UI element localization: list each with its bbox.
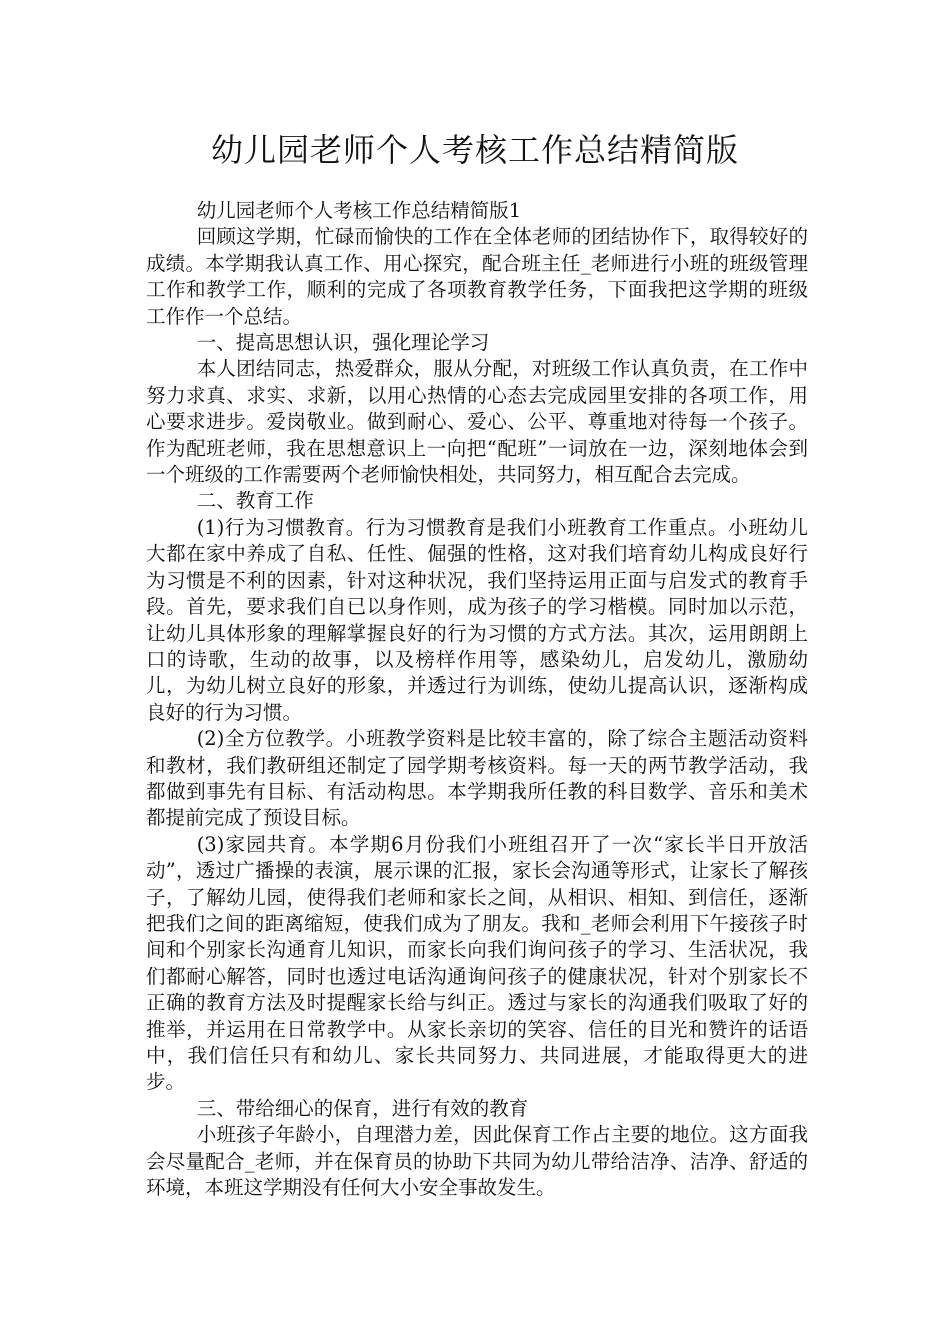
section-heading-2: 二、教育工作: [196, 489, 314, 513]
document-body: [146, 198, 808, 1201]
section-2-item-2: (2)全方位教学。小班教学资料是比较丰富的，除了综合主题活动资料和教材，我们教研组还制定了园学期考核资料。每一天的两节教学活动，我都做到事先有目标、有活动构思。本学期我所任教的科目数学、音乐和美术都提前完成了预设目标。: [146, 727, 808, 830]
section-2-item-3: (3)家园共育。本学期6月份我们小班组召开了一次“家长半日开放活动”，透过广播操的表演，展示课的汇报，家长会沟通等形式，让家长了解孩子，了解幼儿园，使得我们老师和家长之间，从相识、相知、到信任，逐渐把我们之间的距离缩短，使我们成为了朋友。我和_老师会利用下午接孩子时间和个别家长沟通育儿知识，而家长向我们询问孩子的学习、生活状况，我们都耐心解答，同时也透过电话沟通询问孩子的健康状况，针对个别家长不正确的教育方法及时提醒家长给与纠正。透过与家长的沟通我们吸取了好的推举，并运用在日常教学中。从家长亲切的笑容、信任的目光和赞许的话语中，我们信任只有和幼儿、家长共同努力、共同进展，才能取得更大的进步。: [146, 832, 808, 1094]
document-title: 幼儿园老师个人考核工作总结精简版: [210, 131, 739, 169]
section-heading-1: 一、提高思想认识，强化理论学习: [196, 331, 490, 355]
section-heading-3: 三、带给细心的保育，进行有效的教育: [196, 1096, 529, 1120]
intro-paragraph: 回顾这学期，忙碌而愉快的工作在全体老师的团结协作下，取得较好的成绩。本学期我认真工作、用心探究，配合班主任_老师进行小班的班级管理工作和教学工作，顺利的完成了各项教育教学任务，下面我把这学期的班级工作作一个总结。: [146, 225, 808, 328]
section-3-paragraph: 小班孩子年龄小，自理潜力差，因此保育工作占主要的地位。这方面我会尽量配合_老师，并在保育员的协助下共同为幼儿带给洁净、洁净、舒适的环境，本班这学期没有任何大小安全事故发生。: [146, 1123, 808, 1200]
subtitle-paragraph: 幼儿园老师个人考核工作总结精简版1: [196, 199, 522, 222]
section-1-paragraph: 本人团结同志，热爱群众，服从分配，对班级工作认真负责，在工作中努力求真、求实、求新，以用心热情的心态去完成园里安排的各项工作，用心要求进步。爱岗敬业。做到耐心、爱心、公平、尊重地对待每一个孩子。作为配班老师，我在思想意识上一向把“配班”一词放在一边，深刻地体会到一个班级的工作需要两个老师愉快相处，共同努力，相互配合去完成。: [146, 357, 808, 487]
section-2-item-1: (1)行为习惯教育。行为习惯教育是我们小班教育工作重点。小班幼儿大都在家中养成了自私、任性、倔强的性格，这对我们培育幼儿构成良好行为习惯是不利的因素，针对这种状况，我们坚持运用正面与启发式的教育手段。首先，要求我们自已以身作则，成为孩子的学习楷模。同时加以示范，让幼儿具体形象的理解掌握良好的行为习惯的方式方法。其次，运用朗朗上口的诗歌，生动的故事，以及榜样作用等，感染幼儿，启发幼儿，激励幼儿，为幼儿树立良好的形象，并透过行为训练，使幼儿提高认识，逐渐构成良好的行为习惯。: [146, 515, 808, 724]
